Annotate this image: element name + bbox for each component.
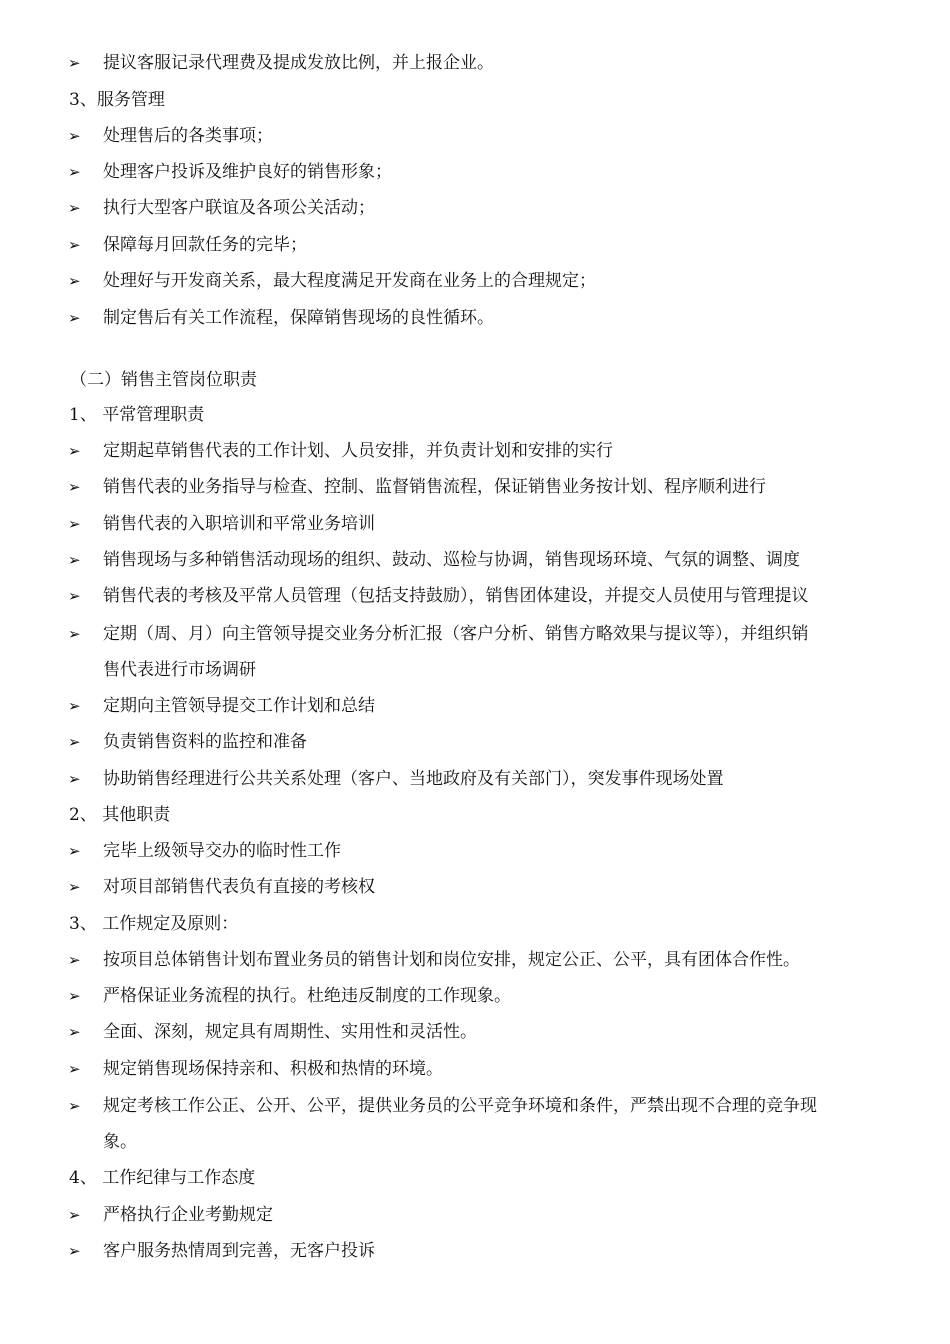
- list-item-text: 处理售后的各类事项；: [103, 126, 273, 146]
- list-item: [0, 578, 950, 614]
- list-item-text: 定期起草销售代表的工作计划、人员安排，并负责计划和安排的实行: [103, 441, 613, 461]
- list-item-text: 销售代表的业务指导与检查、控制、监督销售流程，保证销售业务按计划、程序顺利进行: [103, 477, 766, 497]
- list-item-text: 全面、深刻，规定具有周期性、实用性和灵活性。: [103, 1022, 477, 1042]
- list-item: [0, 190, 950, 226]
- list-item-continuation: [0, 1124, 950, 1160]
- arrow-bullet-icon: ➢: [68, 1097, 81, 1115]
- arrow-bullet-icon: ➢: [68, 272, 81, 290]
- heading-text: 3、服务管理: [69, 90, 165, 110]
- arrow-bullet-icon: ➢: [68, 697, 81, 715]
- list-item-text: 保障每月回款任务的完毕；: [103, 235, 307, 255]
- list-item-text: 对项目部销售代表负有直接的考核权: [103, 877, 375, 897]
- list-item: [0, 118, 950, 154]
- section-heading: [0, 906, 950, 942]
- list-item-text: 制定售后有关工作流程，保障销售现场的良性循环。: [103, 308, 494, 328]
- list-item: [0, 1014, 950, 1050]
- arrow-bullet-icon: ➢: [68, 478, 81, 496]
- list-item-text: 处理客户投诉及维护良好的销售形象；: [103, 162, 392, 182]
- list-item-text: 按项目总体销售计划布置业务员的销售计划和岗位安排，规定公正、公平，具有团体合作性。: [103, 950, 800, 970]
- list-item: [0, 433, 950, 469]
- arrow-bullet-icon: ➢: [68, 587, 81, 605]
- arrow-bullet-icon: ➢: [68, 309, 81, 327]
- arrow-bullet-icon: ➢: [68, 551, 81, 569]
- list-item: [0, 45, 950, 81]
- list-item-text: 销售代表的入职培训和平常业务培训: [103, 514, 375, 534]
- section-heading: [0, 397, 950, 433]
- list-item-text: 售代表进行市场调研: [103, 660, 256, 680]
- section-heading: [0, 82, 950, 118]
- list-item-text: 执行大型客户联谊及各项公关活动；: [103, 198, 375, 218]
- arrow-bullet-icon: ➢: [68, 878, 81, 896]
- list-item-text: 处理好与开发商关系，最大程度满足开发商在业务上的合理规定；: [103, 271, 596, 291]
- list-item: [0, 227, 950, 263]
- arrow-bullet-icon: ➢: [68, 1206, 81, 1224]
- arrow-bullet-icon: ➢: [68, 236, 81, 254]
- list-item: [0, 942, 950, 978]
- list-item: [0, 1088, 950, 1124]
- list-item: [0, 1233, 950, 1269]
- list-item: [0, 724, 950, 760]
- list-item: [0, 869, 950, 905]
- arrow-bullet-icon: ➢: [68, 951, 81, 969]
- arrow-bullet-icon: ➢: [68, 1060, 81, 1078]
- list-item-text: 销售代表的考核及平常人员管理（包括支持鼓励），销售团体建设，并提交人员使用与管理提议: [103, 586, 809, 606]
- list-item: [0, 761, 950, 797]
- arrow-bullet-icon: ➢: [68, 842, 81, 860]
- arrow-bullet-icon: ➢: [68, 163, 81, 181]
- arrow-bullet-icon: ➢: [68, 1023, 81, 1041]
- arrow-bullet-icon: ➢: [68, 625, 81, 643]
- list-item-text: 象。: [103, 1132, 137, 1152]
- list-item: [0, 263, 950, 299]
- list-item: [0, 1051, 950, 1087]
- list-item-text: 定期（周、月）向主管领导提交业务分析汇报（客户分析、销售方略效果与提议等），并组织销: [103, 624, 809, 644]
- list-item-text: 负责销售资料的监控和准备: [103, 732, 307, 752]
- list-item: [0, 154, 950, 190]
- arrow-bullet-icon: ➢: [68, 442, 81, 460]
- section-title: [0, 362, 950, 398]
- list-item-continuation: [0, 652, 950, 688]
- heading-text: 4、 工作纪律与工作态度: [69, 1168, 256, 1188]
- list-item-text: 销售现场与多种销售活动现场的组织、鼓动、巡检与协调，销售现场环境、气氛的调整、调度: [103, 550, 800, 570]
- list-item: [0, 1197, 950, 1233]
- list-item: [0, 978, 950, 1014]
- heading-text: 2、 其他职责: [69, 805, 171, 825]
- heading-text: 1、 平常管理职责: [69, 405, 205, 425]
- list-item-text: 规定考核工作公正、公开、公平，提供业务员的公平竞争环境和条件，严禁出现不合理的竞争现: [103, 1096, 817, 1116]
- arrow-bullet-icon: ➢: [68, 54, 81, 72]
- list-item: [0, 542, 950, 578]
- section-title-text: （二）销售主管岗位职责: [70, 370, 257, 390]
- list-item-text: 客户服务热情周到完善，无客户投诉: [103, 1241, 375, 1261]
- arrow-bullet-icon: ➢: [68, 987, 81, 1005]
- list-item: [0, 300, 950, 336]
- list-item: [0, 469, 950, 505]
- list-item: [0, 833, 950, 869]
- arrow-bullet-icon: ➢: [68, 770, 81, 788]
- arrow-bullet-icon: ➢: [68, 199, 81, 217]
- section-heading: [0, 797, 950, 833]
- arrow-bullet-icon: ➢: [68, 733, 81, 751]
- list-item-text: 完毕上级领导交办的临时性工作: [103, 841, 341, 861]
- list-item: [0, 688, 950, 724]
- list-item-text: 规定销售现场保持亲和、积极和热情的环境。: [103, 1059, 443, 1079]
- arrow-bullet-icon: ➢: [68, 127, 81, 145]
- list-item-text: 协助销售经理进行公共关系处理（客户、当地政府及有关部门），突发事件现场处置: [103, 769, 724, 789]
- heading-text: 3、 工作规定及原则：: [69, 914, 239, 934]
- list-item-text: 提议客服记录代理费及提成发放比例，并上报企业。: [103, 53, 494, 73]
- list-item-text: 严格保证业务流程的执行。杜绝违反制度的工作现象。: [103, 986, 511, 1006]
- list-item-text: 严格执行企业考勤规定: [103, 1205, 273, 1225]
- list-item: [0, 616, 950, 652]
- arrow-bullet-icon: ➢: [68, 515, 81, 533]
- list-item-text: 定期向主管领导提交工作计划和总结: [103, 696, 375, 716]
- section-heading: [0, 1160, 950, 1196]
- arrow-bullet-icon: ➢: [68, 1242, 81, 1260]
- list-item: [0, 506, 950, 542]
